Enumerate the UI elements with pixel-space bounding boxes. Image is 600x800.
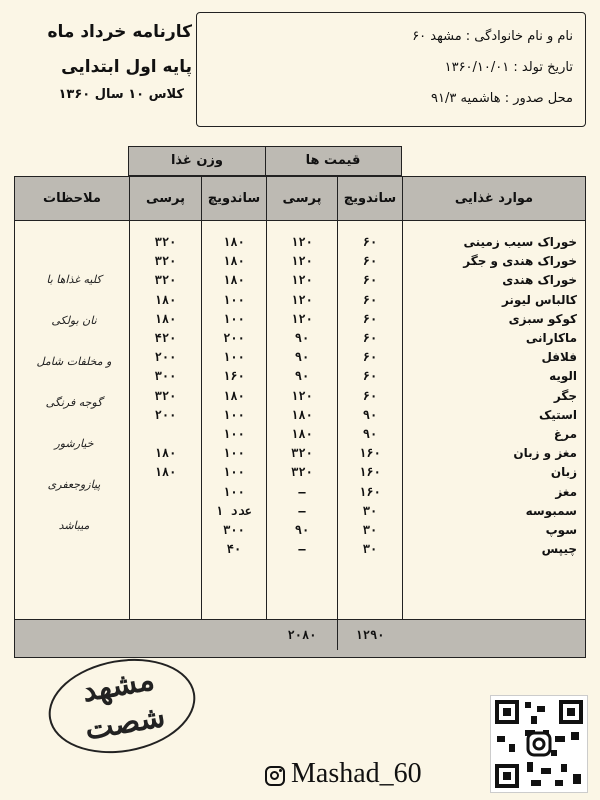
table-row [15, 252, 585, 271]
price-portion-cell: – [298, 542, 306, 557]
food-item: زبان [550, 465, 577, 480]
weight-portion-cell: ۳۲۰ [154, 254, 177, 269]
price-portion-cell: ۱۸۰ [291, 427, 313, 441]
weight-sandwich-cell: ۱۸۰ [223, 388, 245, 403]
report-title: کارنامه خرداد ماه [47, 22, 192, 42]
price-portion-cell: – [298, 503, 306, 518]
price-portion-cell: ۱۲۰ [291, 254, 313, 269]
student-info-box [196, 12, 586, 127]
price-sandwich-cell: ۹۰ [362, 407, 378, 422]
price-portion-cell: ۹۰ [294, 523, 310, 537]
stamp-line-1: مشهد [79, 662, 158, 710]
weight-portion-cell: ۳۲۰ [154, 273, 177, 288]
col-header-notes: ملاحظات [43, 191, 101, 206]
food-item: خوراک هندی [502, 273, 577, 288]
food-item: مغز و زبان [513, 446, 577, 461]
food-item: ماکارانی [525, 331, 577, 345]
price-sandwich-cell: ۶۰ [362, 311, 378, 326]
price-sandwich-cell: ۶۰ [362, 350, 378, 365]
price-sandwich-cell: ۶۰ [362, 273, 378, 288]
issue-place-line: محل صدور : هاشمیه ۹۱/۳ [431, 91, 573, 106]
weight-sandwich-cell: ۱۸۰ [223, 235, 245, 249]
note-line: کلیه غذاها با [46, 273, 102, 286]
weight-portion-cell [130, 425, 201, 444]
stamp-line-2: شصت [82, 698, 168, 748]
note-line: پیازوجعفری [47, 478, 101, 491]
name-line: نام و نام خانوادگی : مشهد ۶۰ [412, 29, 573, 44]
weight-sandwich-cell: ۱۰۰ [223, 427, 245, 441]
price-sandwich-cell: ۶۰ [362, 388, 378, 403]
table-row [15, 329, 585, 348]
note-line: و مخلفات شامل [36, 355, 112, 368]
col-header-weight-portion: پرسی [146, 191, 185, 206]
price-portion-cell: ۹۰ [294, 350, 310, 365]
food-item: چیپس [541, 542, 577, 557]
price-sandwich-cell: ۶۰ [362, 331, 378, 345]
weight-portion-cell: ۳۰۰ [154, 369, 177, 384]
food-item: مغز [555, 484, 577, 499]
report-grade: پایه اول ابتدایی [61, 57, 192, 77]
note-line: میباشد [58, 519, 90, 532]
table-row [15, 291, 585, 310]
food-item: الویه [549, 369, 577, 384]
weight-portion-cell: ۴۲۰ [154, 331, 177, 345]
weight-sandwich-cell: ۱۶۰ [223, 369, 245, 384]
note-line: خیارشور [54, 437, 94, 450]
weight-sandwich-cell: ۱۸۰ [223, 273, 245, 288]
table-row [15, 367, 585, 386]
weight-sandwich-cell: ۱۰۰ [223, 292, 245, 307]
weight-sandwich-cell: ۱۰۰ [223, 350, 245, 365]
price-sandwich-cell: ۱۶۰ [359, 446, 381, 461]
price-portion-cell: ۱۲۰ [291, 311, 313, 326]
price-portion-cell: ۹۰ [294, 369, 310, 384]
food-item: کالباس لیونر [501, 292, 577, 307]
birth-date-line: تاریخ تولد : ۱۳۶۰/۱۰/۰۱ [444, 60, 573, 75]
total-price-sandwich: ۱۲۹۰ [355, 628, 385, 642]
col-header-weight-sandwich: ساندویچ [207, 191, 261, 206]
price-sandwich-cell: ۶۰ [362, 369, 378, 384]
totals-row [14, 620, 586, 658]
food-item: مرغ [553, 427, 577, 441]
price-sandwich-cell: ۶۰ [362, 235, 378, 249]
food-item: جگر [553, 388, 577, 403]
weight-sandwich-cell: ۲۰۰ [223, 331, 245, 345]
weight-portion-cell [130, 483, 201, 502]
price-portion-cell: – [298, 484, 306, 499]
price-portion-cell: ۱۲۰ [291, 292, 313, 307]
instagram-icon [265, 766, 285, 786]
price-sandwich-cell: ۳۰ [362, 542, 378, 557]
weight-portion-cell [130, 521, 201, 540]
col-header-items: موارد غذایی [454, 191, 534, 206]
price-sandwich-cell: ۶۰ [362, 254, 378, 269]
price-portion-cell: ۳۲۰ [291, 465, 313, 480]
weight-sandwich-cell: ۱۰۰ [223, 311, 245, 326]
food-item: کوکو سبزی [508, 311, 577, 326]
menu-table [14, 176, 586, 620]
price-sandwich-cell: ۳۰ [362, 523, 378, 537]
footer-handle[interactable] [265, 755, 422, 793]
col-header-price-portion: پرسی [282, 191, 322, 206]
weight-portion-cell: ۱۸۰ [154, 465, 177, 480]
round-stamp [41, 648, 203, 764]
weight-sandwich-cell: ۱۸۰ [223, 254, 245, 269]
weight-sandwich-cell: ۳۰۰ [223, 523, 245, 537]
price-portion-cell: ۱۲۰ [291, 273, 313, 288]
price-group-header: قیمت ها [264, 146, 402, 176]
note-line: گوجه فرنگی [45, 396, 103, 409]
price-portion-cell: ۳۲۰ [291, 446, 313, 461]
table-row [15, 233, 585, 252]
weight-portion-cell: ۲۰۰ [154, 350, 177, 365]
report-class: کلاس ۱۰ سال ۱۳۶۰ [58, 87, 184, 102]
col-header-price-sandwich: ساندویچ [343, 191, 397, 206]
price-sandwich-cell: ۱۶۰ [359, 465, 381, 480]
food-item: خوراک هندی و جگر [463, 254, 577, 269]
price-sandwich-cell: ۹۰ [362, 427, 378, 441]
weight-portion-cell [130, 502, 201, 521]
price-sandwich-cell: ۱۶۰ [359, 484, 381, 499]
food-item: خوراک سیب زمینی [463, 235, 577, 249]
weight-portion-cell: ۲۰۰ [154, 407, 177, 422]
weight-sandwich-cell: ۱۰۰ [223, 465, 245, 480]
price-sandwich-cell: ۳۰ [362, 503, 378, 518]
weight-sandwich-cell: ۱۰۰ [223, 484, 245, 499]
table-row [15, 540, 585, 559]
weight-sandwich-cell: عدد ۱ [215, 503, 253, 518]
weight-portion-cell: ۳۲۰ [154, 235, 177, 249]
weight-portion-cell: ۱۸۰ [154, 292, 177, 307]
note-line: نان بولکی [51, 314, 97, 327]
price-portion-cell: ۹۰ [294, 331, 310, 345]
weight-portion-cell: ۱۸۰ [154, 446, 177, 461]
weight-sandwich-cell: ۴۰ [226, 542, 242, 557]
food-item: استیک [539, 407, 577, 422]
price-portion-cell: ۱۲۰ [291, 235, 313, 249]
weight-portion-cell: ۳۲۰ [154, 388, 177, 403]
total-price-portion: ۲۰۸۰ [287, 628, 317, 642]
price-portion-cell: ۱۸۰ [291, 407, 313, 422]
food-item: سمبوسه [525, 503, 577, 518]
weight-sandwich-cell: ۱۰۰ [223, 407, 245, 422]
report-title-block [14, 14, 192, 106]
weight-portion-cell: ۱۸۰ [154, 311, 177, 326]
weight-sandwich-cell: ۱۰۰ [223, 446, 245, 461]
weight-portion-cell [130, 540, 201, 559]
price-portion-cell: ۱۲۰ [291, 388, 313, 403]
handle-text: Mashad_60 [291, 758, 422, 789]
food-item: فلافل [541, 350, 577, 365]
qr-code [490, 695, 588, 793]
price-sandwich-cell: ۶۰ [362, 292, 378, 307]
weight-group-header: وزن غذا [128, 146, 266, 176]
food-item: سوپ [545, 523, 577, 537]
